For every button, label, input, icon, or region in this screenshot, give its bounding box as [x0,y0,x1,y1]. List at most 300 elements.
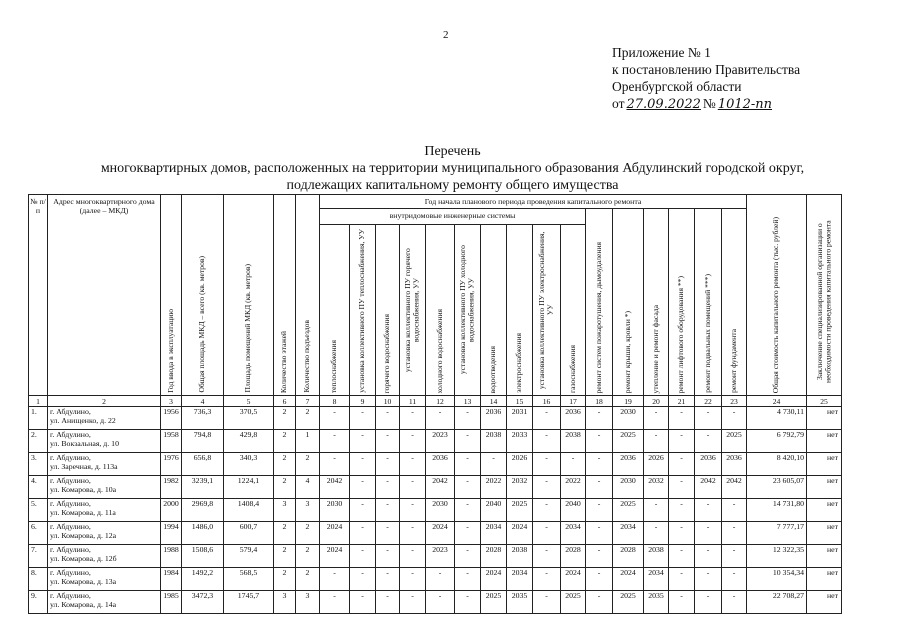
row-year: 1956 [161,407,182,430]
header-address: Адрес многоквартирного дома (далее – МКД) [48,195,161,396]
header-sub-13: установка коллективного ПУ холодного водоснабжения, УУ [455,224,481,395]
row-year-cell-16: - [533,499,561,522]
table-row [29,568,842,591]
row-premises-area: 568,5 [224,568,274,591]
header-year: Год ввода в эксплуатацию [161,195,182,396]
row-number: 2. [29,430,48,453]
row-year-cell-22: - [695,407,722,430]
buildings-table [28,194,842,614]
appendix-line-2: к постановлению Правительства [612,62,801,77]
address-city: г. Абдулино, [50,453,91,462]
row-year-cell-23: - [722,591,747,614]
row-premises-area: 600,7 [224,522,274,545]
header-sub-11: установка коллективного ПУ горячего водоснабжения, УУ [400,224,426,395]
page-number: 2 [443,29,449,41]
row-year-cell-11: - [400,407,426,430]
title-line-1: Перечень [424,144,481,159]
row-address [48,476,161,499]
address-street: ул. Вокзальная, д. 10 [50,439,119,448]
row-year-cell-13: - [455,568,481,591]
row-year-cell-20: - [644,430,669,453]
row-year-cell-13: - [455,499,481,522]
row-cost: 10 354,34 [747,568,807,591]
row-conclusion: нет [807,568,842,591]
row-year: 1984 [161,568,182,591]
header-sub-16: установка коллективного ПУ электроснабжения, УУ [533,224,561,395]
row-number: 6. [29,522,48,545]
row-year-cell-22: 2036 [695,453,722,476]
row-year-cell-17: 2040 [561,499,586,522]
table-row [29,522,842,545]
row-year-cell-9: - [350,407,376,430]
row-entrances: 2 [296,407,320,430]
row-year-cell-23: 2036 [722,453,747,476]
column-number-9: 9 [350,396,376,407]
row-premises-area: 429,8 [224,430,274,453]
row-year-cell-22: - [695,591,722,614]
column-number-1: 1 [29,396,48,407]
row-year-cell-15: 2033 [507,430,533,453]
row-year-cell-19: 2034 [613,522,644,545]
row-year-cell-23: 2025 [722,430,747,453]
row-year-cell-8: - [320,453,350,476]
row-entrances: 2 [296,522,320,545]
row-total-area: 1486,0 [182,522,224,545]
row-year-cell-14: - [481,453,507,476]
row-year-cell-14: 2024 [481,568,507,591]
header-sub-15: электроснабжения [507,224,533,395]
header-sub-17: газоснабжения [561,224,586,395]
title-line-3: подлежащих капитальному ремонту общего имущества [286,178,619,193]
row-year-cell-20: 2026 [644,453,669,476]
row-year-cell-10: - [376,568,400,591]
column-number-25: 25 [807,396,842,407]
row-year-cell-20: - [644,522,669,545]
row-year-cell-14: 2028 [481,545,507,568]
row-year-cell-20: - [644,407,669,430]
row-year-cell-12: 2024 [426,522,455,545]
row-year-cell-10: - [376,430,400,453]
row-total-area: 1508,6 [182,545,224,568]
row-year-cell-12: - [426,407,455,430]
row-year-cell-19: 2030 [613,407,644,430]
address-city: г. Абдулино, [50,407,91,416]
row-entrances: 4 [296,476,320,499]
row-entrances: 3 [296,591,320,614]
row-year-cell-11: - [400,568,426,591]
appendix-block [612,44,800,113]
address-city: г. Абдулино, [50,499,91,508]
row-entrances: 1 [296,430,320,453]
row-floors: 2 [274,568,296,591]
header-foundation: ремонт фундамента [722,209,747,396]
column-number-16: 16 [533,396,561,407]
row-year-cell-17: 2034 [561,522,586,545]
row-floors: 2 [274,453,296,476]
row-total-area: 2969,8 [182,499,224,522]
address-street: ул. Комарова, д. 12б [50,554,117,563]
row-year-cell-21: - [669,545,695,568]
row-year-cell-20: 2035 [644,591,669,614]
row-year-cell-18: - [586,430,613,453]
row-year-cell-18: - [586,545,613,568]
row-year-cell-10: - [376,453,400,476]
row-cost: 7 777,17 [747,522,807,545]
row-year-cell-10: - [376,476,400,499]
row-year: 1988 [161,545,182,568]
row-total-area: 736,3 [182,407,224,430]
row-year-cell-23: - [722,545,747,568]
row-address [48,591,161,614]
row-premises-area: 1224,1 [224,476,274,499]
header-plan-period: Год начала планового периода проведения капитального ремонта [320,195,747,209]
row-year-cell-22: - [695,522,722,545]
address-city: г. Абдулино, [50,430,91,439]
row-year-cell-11: - [400,545,426,568]
column-number-21: 21 [669,396,695,407]
row-number: 4. [29,476,48,499]
row-year-cell-13: - [455,407,481,430]
row-year-cell-22: - [695,568,722,591]
column-number-17: 17 [561,396,586,407]
row-year-cell-13: - [455,545,481,568]
header-basement: ремонт подвальных помещений ***) [695,209,722,396]
row-year-cell-15: 2031 [507,407,533,430]
row-year-cell-19: 2025 [613,430,644,453]
row-year-cell-22: 2042 [695,476,722,499]
row-floors: 2 [274,476,296,499]
row-floors: 2 [274,545,296,568]
column-number-10: 10 [376,396,400,407]
column-number-11: 11 [400,396,426,407]
row-year-cell-14: 2025 [481,591,507,614]
row-year: 1958 [161,430,182,453]
row-year-cell-22: - [695,499,722,522]
row-year-cell-13: - [455,453,481,476]
from-word: от [612,96,625,111]
row-floors: 3 [274,499,296,522]
row-year-cell-20: 2034 [644,568,669,591]
header-internal-systems: внутридомовые инженерные системы [320,209,586,225]
handwritten-number: 1012-пп [717,97,773,112]
row-year-cell-10: - [376,591,400,614]
table-row [29,476,842,499]
column-number-20: 20 [644,396,669,407]
row-year-cell-9: - [350,430,376,453]
row-conclusion: нет [807,545,842,568]
row-entrances: 2 [296,453,320,476]
row-year-cell-15: 2034 [507,568,533,591]
row-year-cell-12: 2023 [426,545,455,568]
handwritten-date: 27.09.2022 [626,97,701,112]
column-number-22: 22 [695,396,722,407]
appendix-date-line [612,95,800,113]
column-number-6: 6 [274,396,296,407]
table-row [29,430,842,453]
appendix-line-3: Оренбургской области [612,79,742,94]
row-entrances: 2 [296,545,320,568]
row-year-cell-16: - [533,522,561,545]
column-number-4: 4 [182,396,224,407]
row-floors: 3 [274,591,296,614]
row-premises-area: 579,4 [224,545,274,568]
row-floors: 2 [274,522,296,545]
address-city: г. Абдулино, [50,591,91,600]
row-conclusion: нет [807,522,842,545]
row-year-cell-9: - [350,568,376,591]
row-year-cell-13: - [455,430,481,453]
row-year-cell-15: 2032 [507,476,533,499]
row-year-cell-18: - [586,453,613,476]
row-year-cell-19: 2025 [613,499,644,522]
row-year-cell-9: - [350,522,376,545]
header-total-area: Общая площадь МКД – всего (кв. метров) [182,195,224,396]
row-cost: 12 322,35 [747,545,807,568]
row-cost: 4 730,11 [747,407,807,430]
row-address [48,430,161,453]
row-cost: 8 420,10 [747,453,807,476]
row-year-cell-21: - [669,453,695,476]
address-city: г. Абдулино, [50,476,91,485]
row-year-cell-17: 2025 [561,591,586,614]
row-year-cell-12: 2023 [426,430,455,453]
address-city: г. Абдулино, [50,545,91,554]
header-sub-12: холодного водоснабжения [426,224,455,395]
row-year-cell-10: - [376,522,400,545]
header-cost: Общая стоимость капитального ремонта (тыс. рублей) [747,195,807,396]
row-year-cell-21: - [669,430,695,453]
row-premises-area: 340,3 [224,453,274,476]
row-year-cell-15: 2024 [507,522,533,545]
row-year-cell-19: 2030 [613,476,644,499]
row-year-cell-23: 2042 [722,476,747,499]
row-year-cell-18: - [586,591,613,614]
row-year-cell-11: - [400,522,426,545]
row-year-cell-8: 2042 [320,476,350,499]
column-number-12: 12 [426,396,455,407]
row-year: 2000 [161,499,182,522]
row-year-cell-18: - [586,522,613,545]
row-entrances: 3 [296,499,320,522]
row-year-cell-8: - [320,568,350,591]
row-year-cell-14: 2040 [481,499,507,522]
column-number-14: 14 [481,396,507,407]
column-number-7: 7 [296,396,320,407]
row-year-cell-17: 2036 [561,407,586,430]
row-premises-area: 1745,7 [224,591,274,614]
row-year-cell-11: - [400,591,426,614]
row-year-cell-20: 2038 [644,545,669,568]
row-year-cell-16: - [533,591,561,614]
address-street: ул. Комарова, д. 14а [50,600,117,609]
row-year-cell-15: 2025 [507,499,533,522]
row-year-cell-17: 2022 [561,476,586,499]
address-street: ул. Комарова, д. 10а [50,485,117,494]
row-number: 9. [29,591,48,614]
row-year-cell-9: - [350,453,376,476]
row-year-cell-14: 2038 [481,430,507,453]
row-number: 7. [29,545,48,568]
row-year-cell-13: - [455,591,481,614]
row-year-cell-21: - [669,499,695,522]
row-cost: 6 792,79 [747,430,807,453]
header-conclusion: Заключение специализированной организации о необходимости проведения капитального ремонта [807,195,842,396]
row-year-cell-10: - [376,499,400,522]
row-year-cell-16: - [533,568,561,591]
header-sub-9: установка коллективного ПУ теплоснабжения, УУ [350,224,376,395]
row-year-cell-16: - [533,476,561,499]
row-year-cell-9: - [350,545,376,568]
document-title [0,143,905,194]
row-address [48,568,161,591]
row-year-cell-8: 2030 [320,499,350,522]
row-year-cell-11: - [400,476,426,499]
column-number-19: 19 [613,396,644,407]
row-year-cell-8: - [320,407,350,430]
row-year-cell-9: - [350,476,376,499]
header-sub-10: горячего водоснабжения [376,224,400,395]
row-year-cell-9: - [350,499,376,522]
column-number-24: 24 [747,396,807,407]
row-year-cell-8: - [320,430,350,453]
row-year-cell-20: 2032 [644,476,669,499]
row-year: 1982 [161,476,182,499]
row-year-cell-21: - [669,522,695,545]
row-total-area: 794,8 [182,430,224,453]
row-year-cell-12: - [426,568,455,591]
address-street: ул. Анищенко, д. 22 [50,416,116,425]
row-year-cell-8: 2024 [320,522,350,545]
header-floors: Количество этажей [274,195,296,396]
appendix-line-1: Приложение № 1 [612,45,711,60]
row-conclusion: нет [807,499,842,522]
row-year-cell-14: 2022 [481,476,507,499]
row-year-cell-18: - [586,476,613,499]
row-floors: 2 [274,430,296,453]
row-number: 8. [29,568,48,591]
row-year-cell-15: 2026 [507,453,533,476]
column-number-2: 2 [48,396,161,407]
column-number-8: 8 [320,396,350,407]
row-year-cell-12: - [426,591,455,614]
row-year-cell-15: 2038 [507,545,533,568]
row-year-cell-19: 2025 [613,591,644,614]
row-address [48,499,161,522]
row-entrances: 2 [296,568,320,591]
row-year-cell-22: - [695,430,722,453]
table-row [29,545,842,568]
address-street: ул. Комарова, д. 11а [50,508,116,517]
row-year-cell-15: 2035 [507,591,533,614]
row-year-cell-16: - [533,453,561,476]
address-street: ул. Комарова, д. 13а [50,577,117,586]
row-year-cell-14: 2034 [481,522,507,545]
row-year-cell-13: - [455,476,481,499]
row-cost: 14 731,80 [747,499,807,522]
row-year-cell-16: - [533,430,561,453]
row-conclusion: нет [807,476,842,499]
column-number-15: 15 [507,396,533,407]
row-total-area: 656,8 [182,453,224,476]
row-cost: 23 605,07 [747,476,807,499]
row-year: 1985 [161,591,182,614]
row-total-area: 1492,2 [182,568,224,591]
row-year-cell-8: - [320,591,350,614]
row-year-cell-19: 2024 [613,568,644,591]
row-year-cell-18: - [586,499,613,522]
row-conclusion: нет [807,430,842,453]
row-year-cell-11: - [400,453,426,476]
row-cost: 22 708,27 [747,591,807,614]
row-year-cell-8: 2024 [320,545,350,568]
row-year-cell-11: - [400,499,426,522]
column-number-23: 23 [722,396,747,407]
row-year-cell-18: - [586,407,613,430]
row-year: 1994 [161,522,182,545]
row-year-cell-19: 2036 [613,453,644,476]
table-row [29,407,842,430]
row-year-cell-13: - [455,522,481,545]
row-year-cell-21: - [669,476,695,499]
row-year-cell-12: 2036 [426,453,455,476]
row-address [48,522,161,545]
row-number: 1. [29,407,48,430]
row-year-cell-23: - [722,522,747,545]
header-facade: утепление и ремонт фасада [644,209,669,396]
row-year-cell-10: - [376,407,400,430]
row-year-cell-12: 2042 [426,476,455,499]
row-year-cell-18: - [586,568,613,591]
row-number: 5. [29,499,48,522]
row-year-cell-17: 2038 [561,430,586,453]
row-year-cell-19: 2028 [613,545,644,568]
row-year-cell-22: - [695,545,722,568]
row-address [48,545,161,568]
row-year-cell-17: - [561,453,586,476]
column-number-5: 5 [224,396,274,407]
address-city: г. Абдулино, [50,568,91,577]
row-year-cell-21: - [669,568,695,591]
row-year-cell-23: - [722,499,747,522]
row-floors: 2 [274,407,296,430]
table-row [29,591,842,614]
header-elevator: ремонт лифтового оборудования **) [669,209,695,396]
row-year-cell-23: - [722,568,747,591]
row-year-cell-23: - [722,407,747,430]
row-premises-area: 1408,4 [224,499,274,522]
header-sub-8: теплоснабжения [320,224,350,395]
row-year-cell-16: - [533,407,561,430]
address-street: ул. Заречная, д. 113а [50,462,118,471]
table-row [29,453,842,476]
column-number-18: 18 [586,396,613,407]
column-number-3: 3 [161,396,182,407]
header-premises-area: Площадь помещений МКД (кв. метров) [224,195,274,396]
row-year-cell-21: - [669,407,695,430]
address-city: г. Абдулино, [50,522,91,531]
row-address [48,407,161,430]
row-year: 1976 [161,453,182,476]
row-year-cell-17: 2028 [561,545,586,568]
header-fire: ремонт систем пожаротушения, дымоудаления [586,209,613,396]
number-sign: № [702,96,716,111]
row-total-area: 3239,1 [182,476,224,499]
header-entrances: Количество подъездов [296,195,320,396]
address-street: ул. Комарова, д. 12а [50,531,117,540]
row-address [48,453,161,476]
row-year-cell-16: - [533,545,561,568]
title-line-2: многоквартирных домов, расположенных на территории муниципального образования Абдулинский городской округ, [100,161,805,176]
